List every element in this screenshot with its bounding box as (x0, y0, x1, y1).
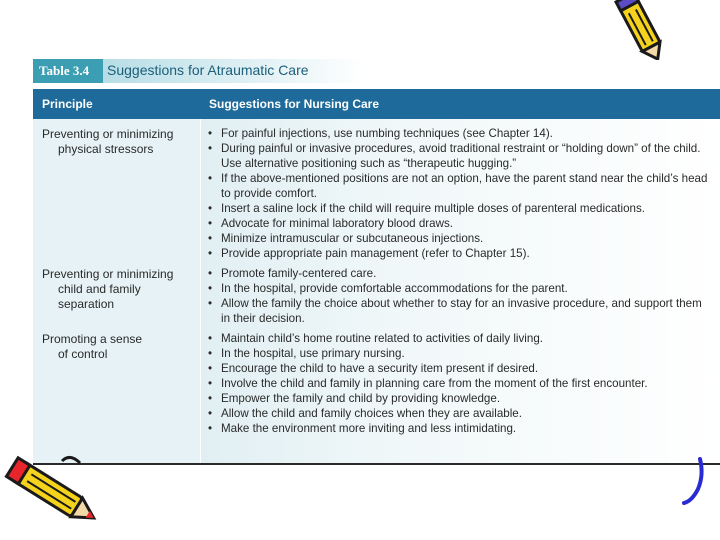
care-list (208, 331, 713, 436)
principle-line: Preventing or minimizing (42, 127, 174, 141)
principle-cell (42, 267, 192, 312)
list-item: • Make the environment more inviting and less intimidating. (208, 422, 517, 435)
list-item: • For painful injections, use numbing techniques (see Chapter 14). (208, 127, 553, 140)
list-item: • Insert a saline lock if the child will require multiple doses of parenteral medications. (208, 202, 646, 215)
principle-line: child and family (58, 282, 141, 296)
list-item: • In the hospital, use primary nursing. (208, 347, 405, 360)
list-item: • Encourage the child to have a security item present if desired. (208, 362, 539, 375)
table-title: Suggestions for Atraumatic Care (107, 62, 309, 78)
principle-line: Promoting a sense (42, 332, 143, 346)
pencil-icon (600, 0, 680, 60)
list-item: • Minimize intramuscular or subcutaneous injections. (208, 232, 484, 245)
principle-line: Preventing or minimizing (42, 267, 174, 281)
principle-cell (42, 127, 192, 157)
table-header-row (33, 89, 720, 119)
list-item: • Allow the family the choice about whether to stay for an invasive procedure, and support them in their decision. (208, 297, 702, 325)
list-item: • Provide appropriate pain management (refer to Chapter 15). (208, 247, 530, 260)
list-item: • During painful or invasive procedures, avoid traditional restraint or “holding down” of the child. Use alternative positioning such as “therapeutic hugging.” (208, 142, 701, 170)
list-item: • Empower the family and child by providing knowledge. (208, 392, 501, 405)
list-item: • Advocate for minimal laboratory blood draws. (208, 217, 453, 230)
table-bottom-rule (33, 463, 720, 465)
swirl-icon (680, 455, 710, 510)
principle-line: of control (58, 347, 108, 361)
list-item: • Promote family-centered care. (208, 267, 377, 280)
care-list (208, 126, 713, 261)
table-body (33, 119, 720, 463)
list-item: • In the hospital, provide comfortable accommodations for the parent. (208, 282, 568, 295)
header-principle: Principle (42, 97, 93, 111)
principle-cell (42, 332, 192, 362)
principle-line: separation (58, 297, 115, 311)
care-list (208, 266, 713, 326)
principle-line: physical stressors (58, 142, 154, 156)
list-item: • If the above-mentioned positions are not an option, have the parent stand near the child’s head to provide comfort. (208, 172, 708, 200)
list-item: • Involve the child and family in planning care from the moment of the first encounter. (208, 377, 648, 390)
list-item: • Maintain child’s home routine related to activities of daily living. (208, 332, 543, 345)
pencil-icon (0, 455, 110, 535)
header-care: Suggestions for Nursing Care (209, 97, 380, 111)
list-item: • Allow the child and family choices when they are available. (208, 407, 522, 420)
table-title-bar (33, 59, 720, 83)
table-number: Table 3.4 (33, 59, 103, 83)
